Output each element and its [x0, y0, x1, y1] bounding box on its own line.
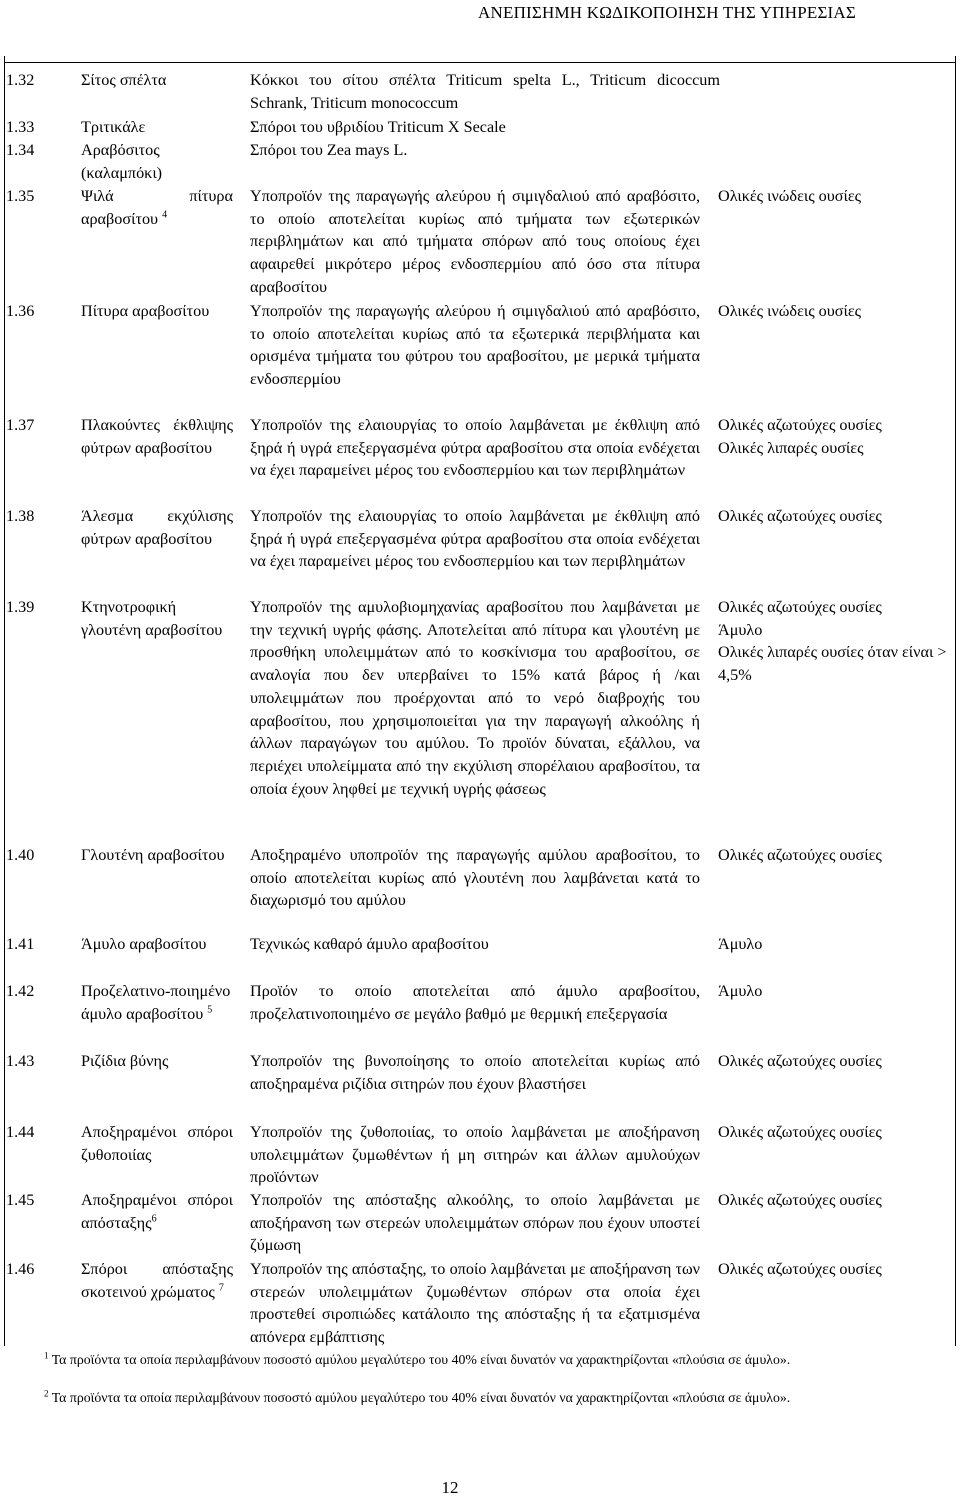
- row-category: [718, 505, 956, 528]
- row-category: [718, 844, 956, 867]
- footnote-mark: 1: [44, 1350, 49, 1361]
- category-item: Ολικές αζωτούχες ουσίες: [718, 416, 882, 434]
- category-item: Ολικές αζωτούχες ουσίες: [718, 1260, 882, 1278]
- table-rule: [4, 62, 956, 63]
- row-number: 1.42: [6, 982, 35, 1000]
- row-number: 1.36: [6, 302, 35, 320]
- row-name: Πίτυρα αραβοσίτου: [81, 302, 210, 320]
- row-number: 1.37: [6, 416, 35, 434]
- row-number: 1.33: [6, 118, 35, 136]
- row-name: Αραβόσιτος (καλαμπόκι): [81, 141, 163, 182]
- footnote-ref: 5: [207, 1004, 213, 1016]
- row-number: 1.41: [6, 935, 35, 953]
- row-name: Κτηνοτροφική γλουτένη αραβοσίτου: [81, 598, 223, 639]
- row-description: Υποπροϊόν της παραγωγής αλεύρου ή σιμιγδαλιού από αραβόσιτο, το οποίο αποτελείται κυρίως από τα εξωτερικά περιβλήματα και ορισμένα τμήματα του φύτρου του αραβοσίτου, με μερικά τμήματα ενδοσπερμίου: [250, 302, 700, 389]
- category-item: Ολικές αζωτούχες ουσίες: [718, 598, 882, 616]
- row-number: 1.38: [6, 507, 35, 525]
- footnote-mark: 2: [44, 1388, 49, 1399]
- row-category: [718, 1258, 956, 1281]
- row-category: [718, 596, 956, 687]
- row-name: Ψιλά πίτυρα αραβοσίτου $^4$: [81, 187, 233, 228]
- row-description: Προϊόν το οποίο αποτελείται από άμυλο αραβοσίτου, προζελατινοποιημένο σε μεγάλο βαθμό με θερμική επεξεργασία: [250, 982, 700, 1023]
- row-description: Τεχνικώς καθαρό άμυλο αραβοσίτου: [250, 935, 489, 953]
- category-item: Ολικές αζωτούχες ουσίες: [718, 1123, 882, 1141]
- footnote: [44, 1388, 904, 1408]
- footnote-ref: 4: [162, 209, 168, 221]
- footnote-ref: 7: [218, 1282, 224, 1294]
- category-item: Άμυλο: [718, 982, 763, 1000]
- row-number: 1.44: [6, 1123, 35, 1141]
- row-description: Υποπροϊόν της ελαιουργίας το οποίο λαμβάνεται με έκθλιψη από ξηρά ή υγρά επεξεργασμένα φύτρα αραβοσίτου στα οποία ενδέχεται να έχει παραμείνει μέρος του ενδοσπερμίου και των περιβλημάτων: [250, 416, 700, 480]
- footnote-ref: 6: [151, 1213, 157, 1225]
- row-category: [718, 185, 956, 208]
- category-item: Ολικές αζωτούχες ουσίες: [718, 507, 882, 525]
- table-border-left: [4, 56, 5, 1346]
- row-number: 1.32: [6, 71, 35, 89]
- row-name: Πλακούντες έκθλιψης φύτρων αραβοσίτου: [81, 416, 233, 457]
- category-item: Ολικές λιπαρές ουσίες όταν είναι > 4,5%: [718, 643, 947, 685]
- footnote-text: Τα προϊόντα τα οποία περιλαμβάνουν ποσοστό αμύλου μεγαλύτερο του 40% είναι δυνατόν να χαρακτηρίζονται «πλούσια σε άμυλο».: [51, 1352, 791, 1367]
- row-number: 1.34: [6, 141, 35, 159]
- row-number: 1.46: [6, 1260, 35, 1278]
- category-item: Ολικές λιπαρές ουσίες: [718, 438, 864, 457]
- row-description: Αποξηραμένο υποπροϊόν της παραγωγής αμύλου αραβοσίτου, το οποίο αποτελείται κυρίως από γλουτένη που λαμβάνεται κατά το διαχωρισμό του αμύλου: [250, 846, 700, 910]
- row-category: [718, 1121, 956, 1144]
- row-number: 1.40: [6, 846, 35, 864]
- row-name: Αποξηραμένοι σπόροι απόσταξης$^6$: [81, 1191, 233, 1232]
- row-description: Υποπροϊόν της ζυθοποιίας, το οποίο λαμβάνεται με αποξήρανση υπολειμμάτων ζυμωθέντων ή μη σιτηρών και άλλων αμυλούχων προϊόντων: [250, 1123, 700, 1187]
- row-name: Σίτος σπέλτα: [81, 71, 167, 89]
- document-header: ΑΝΕΠΙΣΗΜΗ ΚΩΔΙΚΟΠΟΙΗΣΗ ΤΗΣ ΥΠΗΡΕΣΙΑΣ: [478, 3, 856, 22]
- row-name: Αποξηραμένοι σπόροι ζυθοποιίας: [81, 1123, 233, 1164]
- row-description: Κόκκοι του σίτου σπέλτα Triticum spelta L., Triticum dicoccum Schrank, Triticum monococcum: [250, 71, 720, 112]
- row-number: 1.43: [6, 1052, 35, 1070]
- category-item: Ολικές αζωτούχες ουσίες: [718, 1191, 882, 1209]
- row-category: [718, 933, 956, 956]
- row-category: [718, 414, 956, 459]
- category-item: Ολικές ινώδεις ουσίες: [718, 302, 862, 320]
- row-category: [718, 1050, 956, 1073]
- row-name: Σπόροι απόσταξης σκοτεινού χρώματος $^7$: [81, 1260, 233, 1301]
- category-item: Ολικές ινώδεις ουσίες: [718, 187, 862, 205]
- row-category: [718, 1189, 956, 1212]
- table-border-right: [955, 56, 956, 1346]
- row-description: Υποπροϊόν της βυνοποίησης το οποίο αποτελείται κυρίως από αποξηραμένα ριζίδια σιτηρών που έχουν βλαστήσει: [250, 1052, 700, 1093]
- row-description: Υποπροϊόν της απόσταξης, το οποίο λαμβάνεται με αποξήρανση των στερεών υπολειμμάτων ζυμωθέντων σπόρων στα οποία έχει προστεθεί σιροπιώδες κατάλοιπο της απόσταξης ή τα εξατμισμένα απόνερα εμβάπτισης: [250, 1260, 700, 1347]
- row-name: Άλεσμα εκχύλισης φύτρων αραβοσίτου: [81, 507, 233, 548]
- row-number: 1.45: [6, 1191, 35, 1209]
- footnote: [44, 1350, 904, 1370]
- row-number: 1.39: [6, 598, 35, 616]
- row-category: [718, 300, 956, 323]
- row-name: Άμυλο αραβοσίτου: [81, 935, 207, 953]
- row-description: Υποπροϊόν της ελαιουργίας το οποίο λαμβάνεται με έκθλιψη από ξηρά ή υγρά επεξεργασμένα φύτρα αραβοσίτου στα οποία ενδέχεται να έχει παραμείνει μέρος του ενδοσπερμίου και των περιβλημάτων: [250, 507, 700, 571]
- category-item: Ολικές αζωτούχες ουσίες: [718, 846, 882, 864]
- category-item: Άμυλο: [718, 620, 763, 639]
- row-description: Υποπροϊόν της αμυλοβιομηχανίας αραβοσίτου που λαμβάνεται με την τεχνική υγρής φάσης. Αποτελείται από πίτυρα και γλουτένη με προσθήκη υπολειμμάτων από το κοσκίνισμα του αραβοσίτου, σε αναλογία που δεν υπερβαίνει το 15% κατά βάρος ή /και υπολειμμάτων που προέρχονται από το νερό διαβροχής του αραβοσίτου, που χρησιμοποιείται για την παραγωγή αλκοόλης ή άλλων παραγώγων του αμύλου. Το προϊόν δύναται, εξάλλου, να περιέχει υπολείμματα από την εκχύλιση σπορέλαιου αραβοσίτου, τα οποία έχουν ληφθεί με τεχνική υγρής φάσεως: [250, 598, 700, 798]
- row-description: Υποπροϊόν της απόσταξης αλκοόλης, το οποίο λαμβάνεται με αποξήρανση των στερεών υπολειμμάτων σπόρων που έχουν υποστεί ζύμωση: [250, 1191, 700, 1255]
- row-name: Τριτικάλε: [81, 118, 146, 136]
- footnote-text: Τα προϊόντα τα οποία περιλαμβάνουν ποσοστό αμύλου μεγαλύτερο του 40% είναι δυνατόν να χαρακτηρίζονται «πλούσια σε άμυλο».: [51, 1390, 791, 1405]
- row-name: Προζελατινο-ποιημένο άμυλο αραβοσίτου $^5$: [81, 982, 231, 1023]
- row-name: Ριζίδια βύνης: [81, 1052, 169, 1070]
- category-item: Ολικές αζωτούχες ουσίες: [718, 1052, 882, 1070]
- page-number: 12: [441, 1478, 459, 1497]
- row-description: Σπόροι του υβριδίου Triticum X Secale: [250, 118, 506, 136]
- row-description: Σπόροι του Zea mays L.: [250, 141, 408, 159]
- row-category: [718, 980, 956, 1003]
- category-item: Άμυλο: [718, 935, 763, 953]
- row-number: 1.35: [6, 187, 35, 205]
- row-name: Γλουτένη αραβοσίτου: [81, 846, 225, 864]
- row-description: Υποπροϊόν της παραγωγής αλεύρου ή σιμιγδαλιού από αραβόσιτο, το οποίο αποτελείται κυρίως από τμήματα των εξωτερικών περιβλημάτων και από τμήματα σπόρων από τους οποίους έχει αφαιρεθεί μικρότερο μέρος ενδοσπερμίου από όσο στα πίτυρα αραβοσίτου: [250, 187, 700, 296]
